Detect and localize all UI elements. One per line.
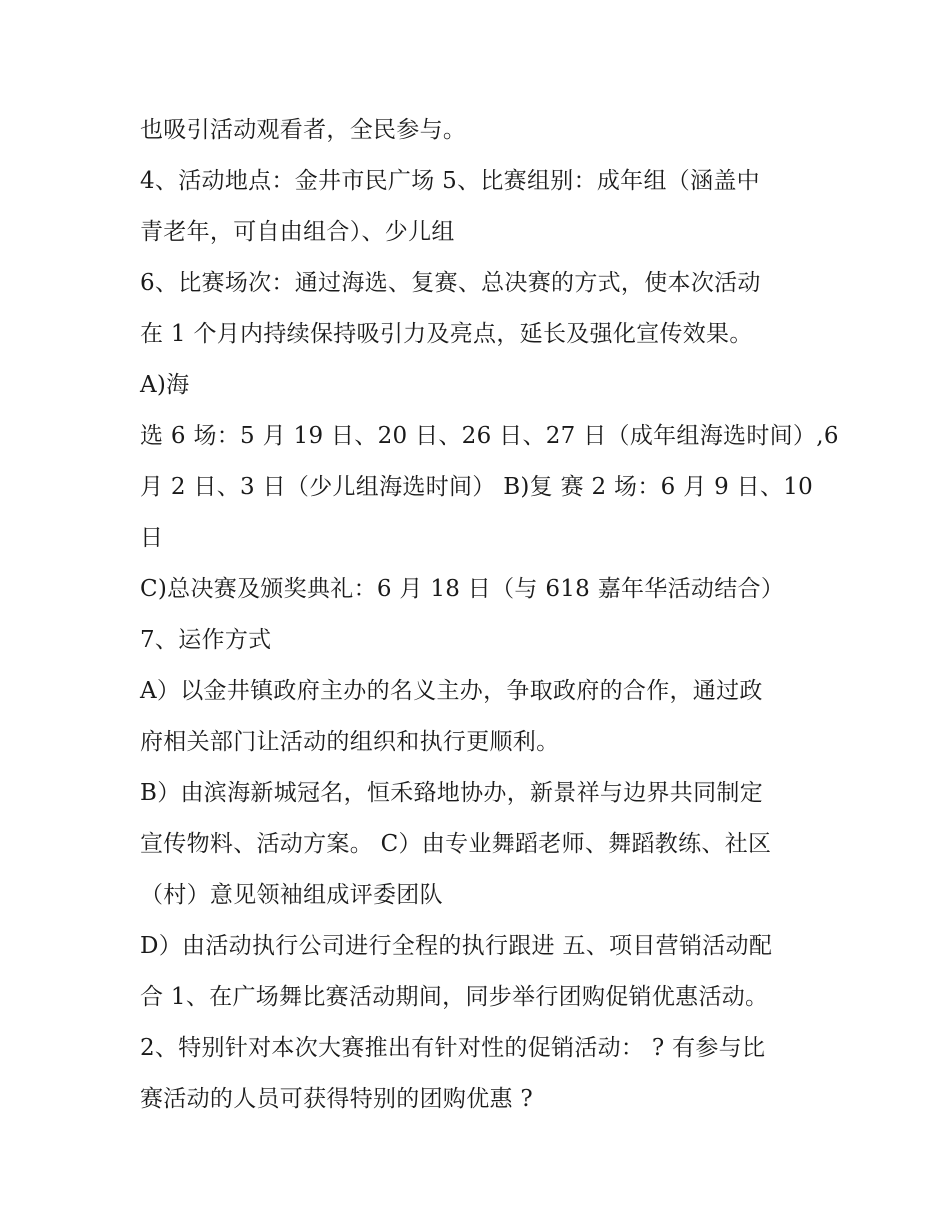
text-line: （村）意见领袖组成评委团队 (140, 882, 443, 908)
text-line: D）由活动执行公司进行全程的执行跟进 五、项目营销活动配 (140, 933, 773, 959)
text-line: 合 1、在广场舞比赛活动期间，同步举行团购促销优惠活动。 (140, 984, 769, 1010)
text-line: A）以金井镇政府主办的名义主办，争取政府的合作，通过政 (140, 678, 763, 704)
text-line: 月 2 日、3 日（少儿组海选时间） B)复 赛 2 场：6 月 9 日、10 (140, 474, 814, 500)
text-line: 选 6 场：5 月 19 日、20 日、26 日、27 日（成年组海选时间）,6 (140, 423, 839, 449)
text-line: 青老年，可自由组合）、少儿组 (140, 219, 455, 245)
text-line: 2、特别针对本次大赛推出有针对性的促销活动： ? 有参与比 (140, 1035, 766, 1061)
text-line: 4、活动地点：金井市民广场 5、比赛组别：成年组（涵盖中 (140, 168, 760, 194)
text-line: C)总决赛及颁奖典礼：6 月 18 日（与 618 嘉年华活动结合） (140, 576, 785, 602)
text-line: A)海 (140, 372, 190, 398)
text-line: 赛活动的人员可获得特别的团购优惠 ? (140, 1086, 534, 1112)
document-body (140, 105, 839, 1125)
text-line: 6、比赛场次：通过海选、复赛、总决赛的方式，使本次活动 (140, 270, 761, 296)
text-line: 7、运作方式 (140, 627, 272, 653)
text-line: 在 1 个月内持续保持吸引力及亮点，延长及强化宣传效果。 (140, 321, 753, 347)
text-line: 宣传物料、活动方案。 C）由专业舞蹈老师、舞蹈教练、社区 (140, 831, 772, 857)
text-line: 也吸引活动观看者，全民参与。 (140, 117, 467, 143)
text-line: 日 (140, 525, 164, 551)
text-line: B）由滨海新城冠名，恒禾臵地协办，新景祥与边界共同制定 (140, 780, 764, 806)
text-line: 府相关部门让活动的组织和执行更顺利。 (140, 729, 560, 755)
